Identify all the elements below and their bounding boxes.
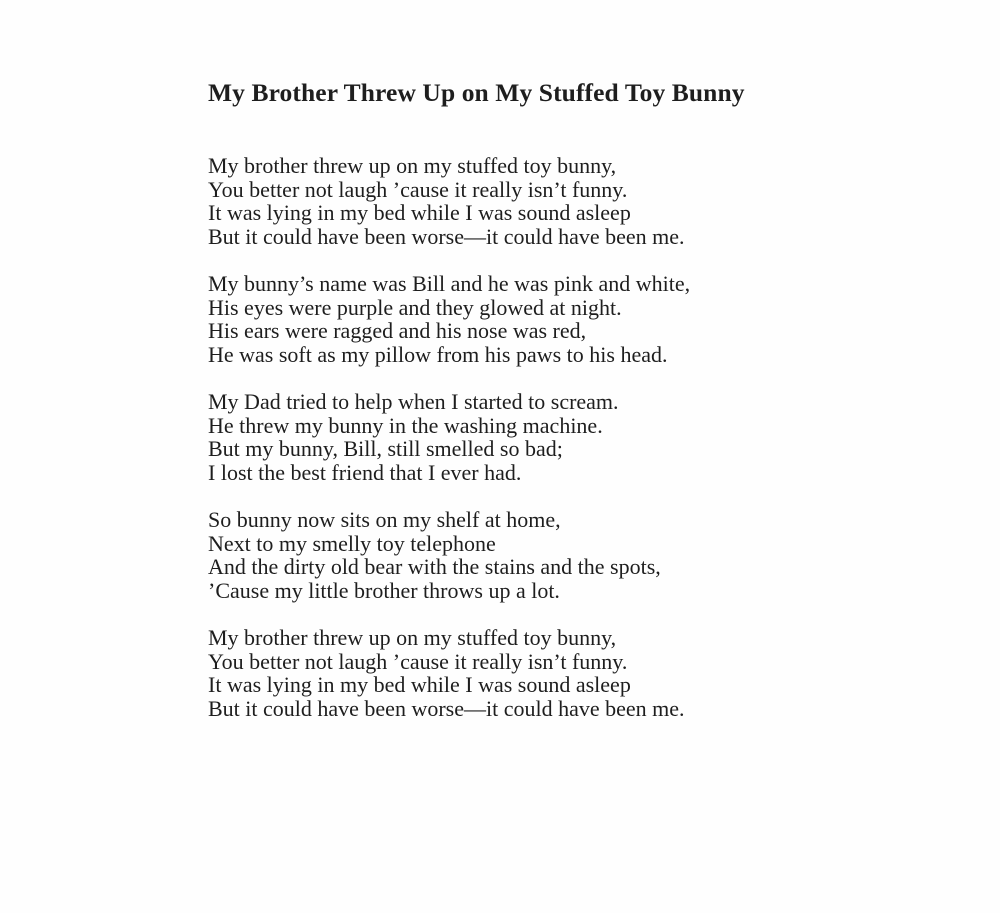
poem-line: But my bunny, Bill, still smelled so bad; <box>208 436 563 461</box>
poem-line: His eyes were purple and they glowed at night. <box>208 294 622 320</box>
poem <box>208 76 928 744</box>
poem-line: I lost the best friend that I ever had. <box>208 459 522 485</box>
poem-line: My brother threw up on my stuffed toy bunny, <box>208 153 617 178</box>
poem-line: So bunny now sits on my shelf at home, <box>208 507 561 532</box>
poem-line: He threw my bunny in the washing machine. <box>208 412 603 438</box>
poem-line: But it could have been worse—it could have been me. <box>208 695 685 721</box>
poem-line: His ears were ragged and his nose was red, <box>208 318 587 343</box>
poem-line: You better not laugh ’cause it really isn’t funny. <box>208 176 628 202</box>
stanza-5 <box>208 626 928 720</box>
poem-line: But it could have been worse—it could have been me. <box>208 223 685 249</box>
poem-line: My Dad tried to help when I started to scream. <box>208 389 619 414</box>
poem-line: He was soft as my pillow from his paws to his head. <box>208 341 668 367</box>
poem-line: Next to my smelly toy telephone <box>208 530 496 556</box>
poem-line: My bunny’s name was Bill and he was pink and white, <box>208 271 691 296</box>
poem-title: My Brother Threw Up on My Stuffed Toy Bunny <box>208 78 745 107</box>
poem-line: ’Cause my little brother throws up a lot. <box>208 577 560 603</box>
poem-line: It was lying in my bed while I was sound asleep <box>208 672 631 697</box>
poem-line: You better not laugh ’cause it really isn’t funny. <box>208 648 628 674</box>
stanza-1 <box>208 154 928 248</box>
stanza-3 <box>208 390 928 484</box>
stanza-2 <box>208 272 928 366</box>
poem-line: My brother threw up on my stuffed toy bunny, <box>208 625 617 650</box>
poem-line: And the dirty old bear with the stains and the spots, <box>208 554 661 579</box>
poem-line: It was lying in my bed while I was sound asleep <box>208 200 631 225</box>
stanza-4 <box>208 508 928 602</box>
